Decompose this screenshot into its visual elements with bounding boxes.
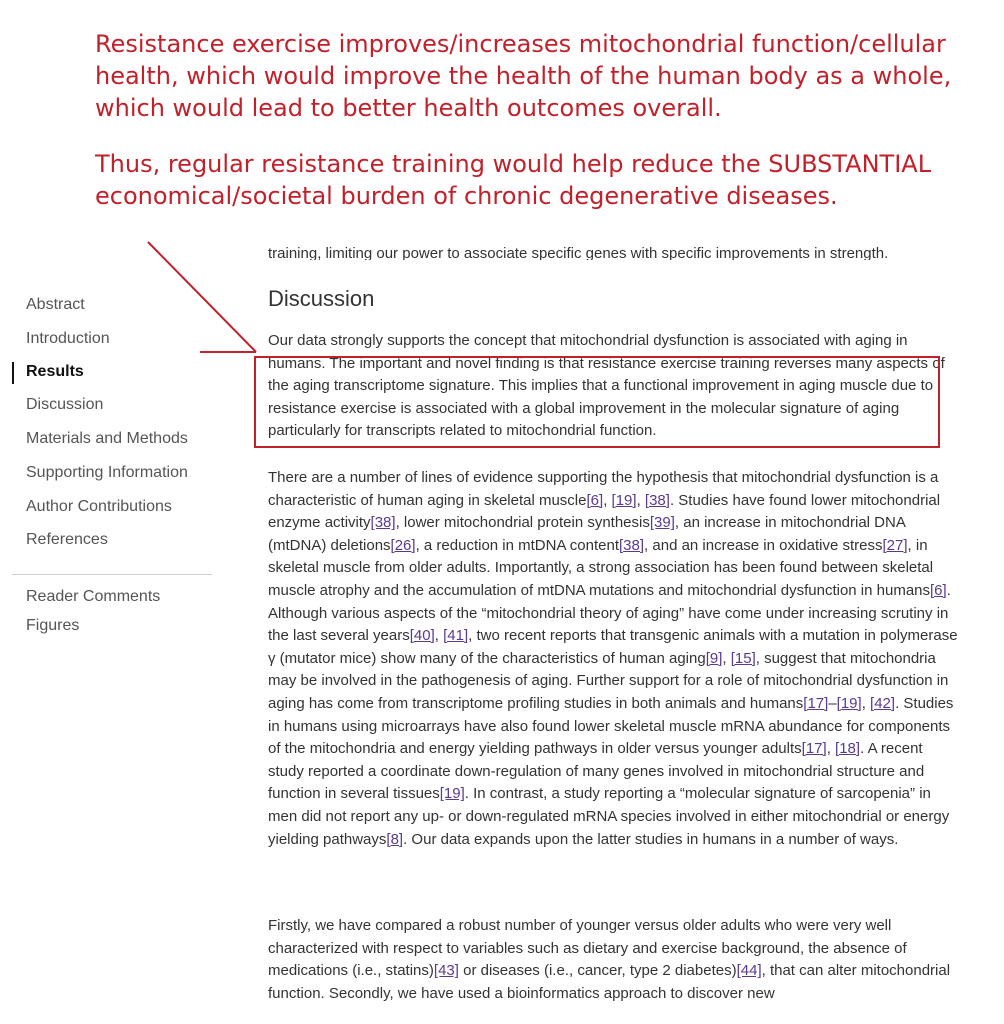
citation-link[interactable]: [9] bbox=[705, 649, 723, 667]
citation-link[interactable]: [38] bbox=[370, 514, 396, 532]
sidebar-item-supporting-information[interactable]: Supporting Information bbox=[26, 464, 188, 481]
text-run: , that can alter mitochondrial function. Secondly, we have used a bioinformatics approach to discover new bbox=[268, 962, 951, 1002]
text-run: , an increase in mitochondrial DNA (mtDNA) deletions bbox=[268, 514, 906, 554]
discussion-paragraph-2 bbox=[268, 467, 958, 851]
sidebar-item-introduction[interactable]: Introduction bbox=[26, 330, 110, 347]
annotation-line-1: Resistance exercise improves/increases mitochondrial function/cellular health, which would improve the health of the human body as a whole, which would lead to better health outcomes overall. bbox=[95, 30, 952, 122]
discussion-paragraph-1 bbox=[268, 330, 958, 443]
text-run: or diseases (i.e., cancer, type 2 diabetes) bbox=[458, 962, 737, 980]
citation-link[interactable]: [44] bbox=[736, 962, 762, 980]
citation-link[interactable]: [27] bbox=[882, 536, 908, 554]
sidebar-item-abstract[interactable]: Abstract bbox=[26, 296, 85, 313]
sidebar-item-reader-comments[interactable]: Reader Comments bbox=[26, 588, 161, 605]
text-run: , two recent reports that transgenic animals with a mutation in polymerase γ (mutator mice) show many of the characteristics of human aging bbox=[268, 627, 958, 667]
clipped-text-line bbox=[268, 244, 968, 260]
active-section-indicator bbox=[12, 362, 14, 384]
citation-link[interactable]: [41] bbox=[443, 627, 469, 645]
sidebar-item-references[interactable]: References bbox=[26, 531, 108, 548]
citation-link[interactable]: [6] bbox=[930, 581, 947, 599]
citation-link[interactable]: [40] bbox=[409, 627, 435, 645]
article-body bbox=[268, 282, 958, 1002]
sidebar-item-author-contributions[interactable]: Author Contributions bbox=[26, 498, 172, 515]
text-run: , and an increase in oxidative stress bbox=[644, 536, 883, 554]
citation-link[interactable]: [19] bbox=[439, 785, 465, 803]
sidebar-item-results[interactable]: Results bbox=[26, 363, 84, 380]
citation-link[interactable]: [19] bbox=[836, 694, 862, 712]
citation-link[interactable]: [43] bbox=[433, 962, 459, 980]
sidebar-item-figures[interactable]: Figures bbox=[26, 617, 80, 634]
text-run: . Although various aspects of the “mitochondrial theory of aging” have come under increasing scrutiny in the last several years bbox=[268, 581, 951, 645]
text-run: , suggest that mitochondria may be involved in the pathogenesis of aging. Further support for a role of mitochondrial dysfunction in aging has come from transcriptome profiling studies in both animals and humans bbox=[268, 649, 949, 712]
citation-link[interactable]: [38] bbox=[644, 491, 670, 509]
citation-link[interactable]: [17] bbox=[801, 740, 827, 758]
citation-link[interactable]: [38] bbox=[619, 536, 645, 554]
text-run: , lower mitochondrial protein synthesis bbox=[395, 514, 650, 532]
citation-link[interactable]: [18] bbox=[835, 740, 861, 758]
text-run: , bbox=[861, 694, 871, 712]
sidebar-divider bbox=[12, 574, 212, 575]
text-run: – bbox=[828, 694, 837, 712]
text-run: , bbox=[603, 491, 612, 509]
citation-link[interactable]: [8] bbox=[386, 830, 404, 848]
text-run: There are a number of lines of evidence supporting the hypothesis that mitochondrial dysfunction is a characteristic of human aging in skeletal muscle bbox=[268, 469, 939, 509]
citation-link[interactable]: [17] bbox=[803, 694, 829, 712]
citation-link[interactable]: [6] bbox=[586, 491, 604, 509]
text-run: . A recent study reported a coordinate down-regulation of many genes involved in mitochondrial structure and function in several tissues bbox=[268, 740, 925, 803]
annotation-line-2: Thus, regular resistance training would help reduce the SUBSTANTIAL economical/societal burden of chronic degenerative diseases. bbox=[95, 150, 932, 210]
text-run: , bbox=[434, 627, 444, 645]
sidebar-item-materials-and-methods[interactable]: Materials and Methods bbox=[26, 430, 188, 447]
text-run: Firstly, we have compared a robust number of younger versus older adults who were very well characterized with respect to variables such as dietary and exercise background, the absence of medications (i.e., statins) bbox=[268, 917, 907, 980]
annotation-note bbox=[95, 28, 975, 212]
text-run: , a reduction in mtDNA content bbox=[415, 536, 620, 554]
text-run: , bbox=[826, 740, 836, 758]
citation-link[interactable]: [26] bbox=[390, 536, 416, 554]
sidebar-item-discussion[interactable]: Discussion bbox=[26, 396, 104, 413]
text-run: Our data strongly supports the concept that mitochondrial dysfunction is associated with aging in humans. The important and novel finding is that resistance exercise training reverses many aspects of the aging transcriptome signature. This implies that a functional improvement in aging muscle due to resistance exercise is associated with a global improvement in the molecular signature of aging particularly for transcripts related to mitochondrial function. bbox=[268, 332, 945, 440]
text-run: . Studies have found lower mitochondrial enzyme activity bbox=[268, 491, 941, 532]
text-run: , in skeletal muscle from older adults. Importantly, a strong association has been found between skeletal muscle atrophy and the accumulation of mtDNA mutations and mitochondrial dysfunction in humans bbox=[268, 536, 934, 599]
text-run: . Studies in humans using microarrays have also found lower skeletal muscle mRNA abundance for components of the mitochondria and energy yielding pathways in older versus younger adults bbox=[268, 694, 954, 758]
text-run: . In contrast, a study reporting a “molecular signature of sarcopenia” in men did not report any up- or down-regulated mRNA species involved in either mitochondrial or energy yielding pathways bbox=[268, 785, 950, 848]
clipped-text: training, limiting our power to associate specific genes with specific improvements in strength. bbox=[268, 245, 889, 260]
section-heading: Discussion bbox=[268, 286, 375, 311]
citation-link[interactable]: [15] bbox=[730, 649, 756, 667]
citation-link[interactable]: [42] bbox=[870, 694, 896, 712]
text-run: , bbox=[722, 649, 731, 667]
citation-link[interactable]: [39] bbox=[649, 514, 675, 532]
text-run: , bbox=[636, 491, 645, 509]
discussion-paragraph-3 bbox=[268, 915, 958, 1005]
text-run: . Our data expands upon the latter studies in humans in a number of ways. bbox=[403, 830, 899, 848]
citation-link[interactable]: [19] bbox=[611, 491, 637, 509]
